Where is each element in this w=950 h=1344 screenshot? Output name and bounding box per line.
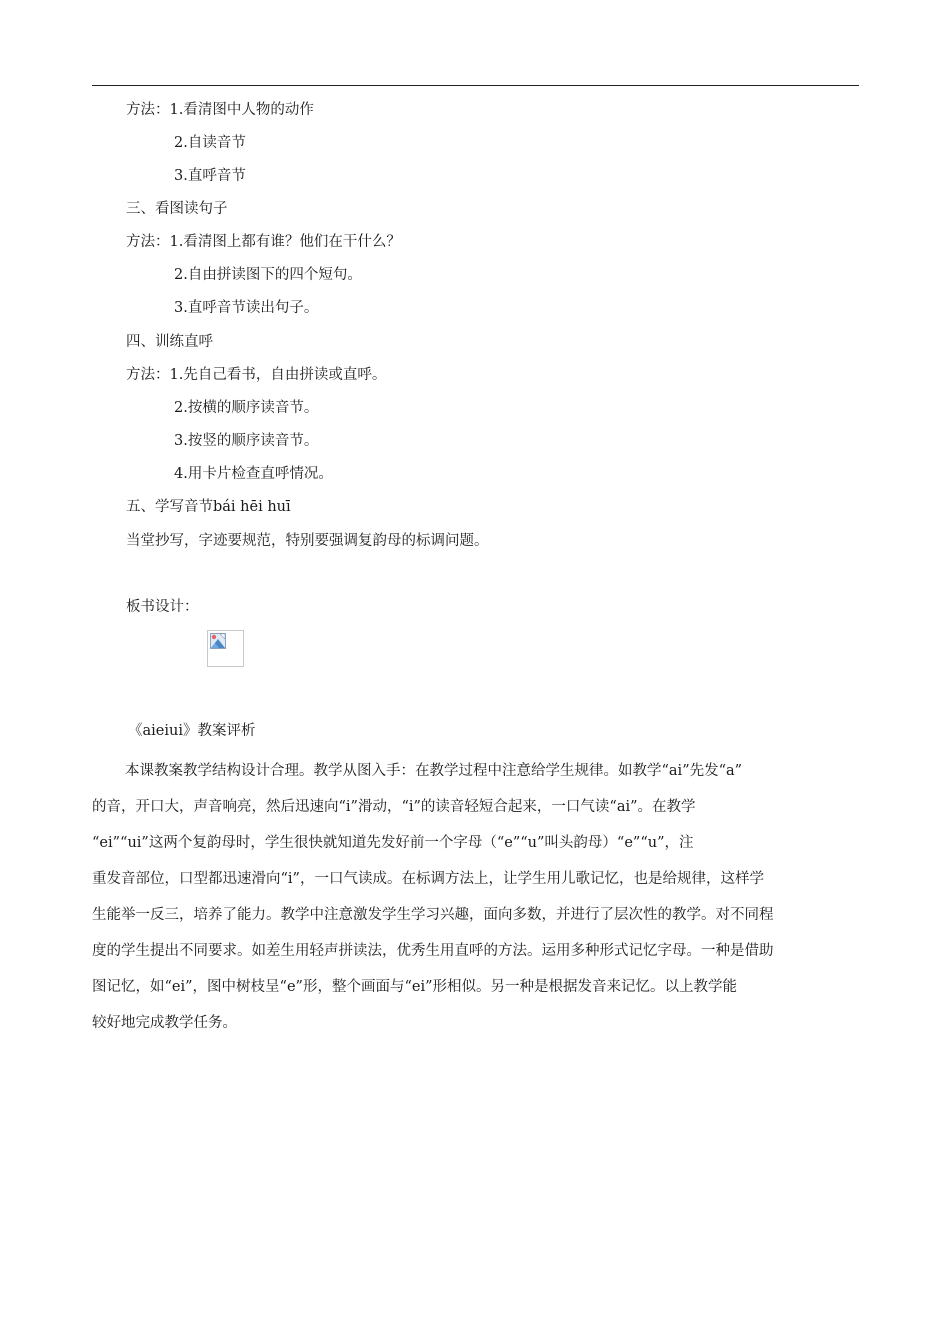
section4-step-2: 2.按横的顺序读音节。 (174, 400, 319, 416)
review-paragraph (92, 753, 860, 1041)
method-a-label: 方法：1.看清图中人物的动作 (126, 102, 314, 118)
method-a-step-3: 3.直呼音节 (174, 168, 246, 184)
section3-method: 方法：1.看清图上都有谁？他们在干什么？ (126, 234, 401, 250)
section3-step-2: 2.自由拼读图下的四个短句。 (174, 267, 362, 283)
board-image-placeholder (207, 630, 244, 667)
broken-image-icon (210, 633, 226, 649)
header-rule (92, 85, 859, 86)
section5-heading: 五、学写音节bái hēi huī (126, 499, 291, 515)
section4-method: 方法：1.先自己看书，自由拼读或直呼。 (126, 367, 387, 383)
review-line: 生能举一反三，培养了能力。教学中注意激发学生学习兴趣，面向多数，并进行了层次性的教学。对不同程 (92, 907, 774, 923)
review-line: 图记忆，如“ei”，图中树枝呈“e”形，整个画面与“ei”形相似。另一种是根据发音来记忆。以上教学能 (92, 979, 737, 995)
review-line: 度的学生提出不同要求。如差生用轻声拼读法，优秀生用直呼的方法。运用多种形式记忆字母。一种是借助 (92, 943, 774, 959)
review-line: 较好地完成教学任务。 (92, 1015, 237, 1031)
method-a-step-2: 2.自读音节 (174, 135, 246, 151)
section4-step-4: 4.用卡片检查直呼情况。 (174, 466, 333, 482)
review-line: 的音，开口大，声音响亮，然后迅速向“i”滑动，“i”的读音轻短合起来，一口气读“ai”。在教学 (92, 799, 696, 815)
section4-heading: 四、训练直呼 (126, 334, 213, 350)
section3-heading: 三、看图读句子 (126, 201, 228, 217)
board-label: 板书设计： (126, 599, 199, 615)
section5-note: 当堂抄写，字迹要规范，特别要强调复韵母的标调问题。 (126, 533, 489, 549)
section4-step-3: 3.按竖的顺序读音节。 (174, 433, 319, 449)
review-line: “ei”“ui”这两个复韵母时，学生很快就知道先发好前一个字母（“e”“u”叫头韵母）“e”“u”，注 (92, 835, 694, 851)
review-line: 重发音部位，口型都迅速滑向“i”，一口气读成。在标调方法上，让学生用儿歌记忆，也是给规律，这样学 (92, 871, 764, 887)
review-line: 本课教案教学结构设计合理。教学从图入手：在教学过程中注意给学生规律。如教学“ai”先发“a” (125, 763, 743, 779)
review-title: 《aieiui》教案评析 (128, 723, 256, 739)
section3-step-3: 3.直呼音节读出句子。 (174, 300, 319, 316)
